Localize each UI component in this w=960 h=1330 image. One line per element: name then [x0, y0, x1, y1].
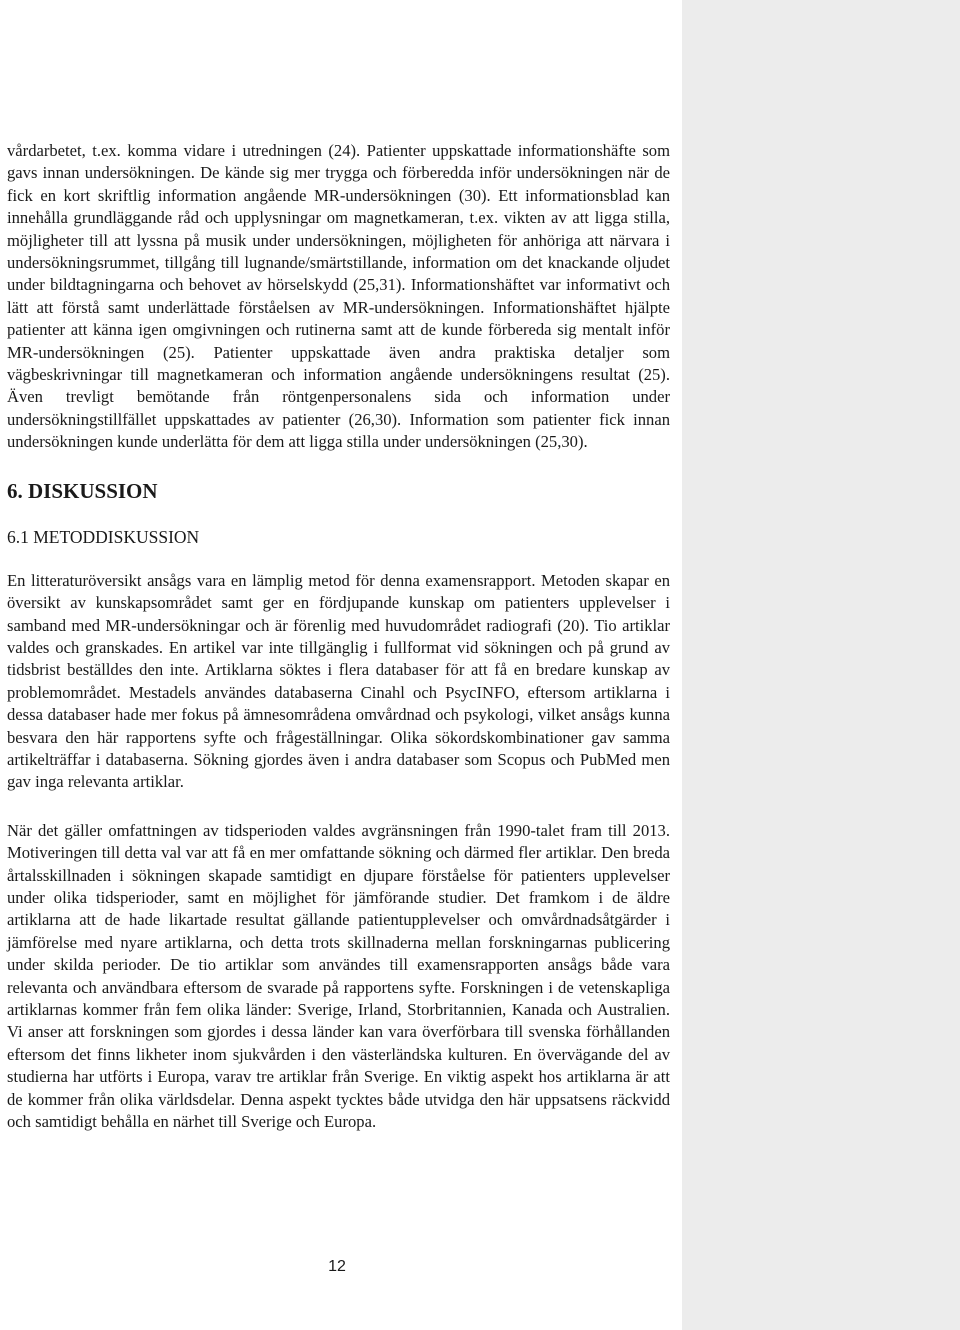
body-paragraph-3: När det gäller omfattningen av tidsperioden valdes avgränsningen från 1990-talet fram till 2013. Motiveringen till detta val var att få en mer omfattande sökning och därmed fler artiklar. Den breda årtalsskillnaden i sökningen skapade samtidigt en djupare förståelse för patienters upplevelser under olika tidsperioder, samt en möjlighet för jämförande studier. Det framkom i de äldre artiklarna att de hade likartade resultat gällande patientupplevelser och omvårdnadsåtgärder i jämförelse med nyare artiklarna, och detta trots skillnaderna mellan forskningarnas publicering under skilda perioder. De tio artiklar som användes till examensrapporten ansågs både vara relevanta och användbara eftersom de svarade på rapportens syfte. Forskningen i de vetenskapliga artiklarnas kommer från fem olika länder: Sverige, Irland, Storbritannien, Kanada och Australien. Vi anser att forskningen som gjordes i dessa länder kan vara överförbara till svenska förhållanden eftersom det finns likheter inom sjukvården i den västerländska kulturen. En övervägande del av studierna har utförts i Europa, varav tre artiklar från Sverige. En viktig aspekt hos artiklarna är att de kommer från olika världsdelar. Denna aspekt tycktes både utvidga den här uppsatsens räckvidd och samtidigt behålla en närhet till Sverige och Europa.	[7, 820, 670, 1132]
right-margin-panel	[682, 0, 960, 1330]
body-paragraph-2: En litteraturöversikt ansågs vara en lämplig metod för denna examensrapport. Metoden skapar en översikt av kunskapsområdet samt ger en fördjupande kunskap om patienters upplevelser i samband med MR-undersökningar och är förenlig med huvudområdet radiografi (20). Tio artiklar valdes och granskades. En artikel var inte tillgänglig i fullformat vid sökningen och på grund av tidsbrist beställdes den inte. Artiklarna söktes i flera databaser för att få en bredare kunskap av problemområdet. Mestadels användes databaserna Cinahl och PsycINFO, eftersom artiklarna i dessa databaser hade mer fokus på ämnesområdena omvårdnad och psykologi, vilket ansågs kunna besvara den här rapportens syfte och frågeställningar. Olika sökordskombinationer gav samma artikelträffar i databaserna. Sökning gjordes även i andra databaser som Scopus och PubMed men gav inga relevanta artiklar.	[7, 570, 670, 792]
subsection-heading: 6.1 METODDISKUSSION	[7, 526, 200, 547]
section-heading: 6. DISKUSSION	[7, 478, 158, 503]
page-number: 12	[328, 1258, 346, 1275]
body-paragraph-1: vårdarbetet, t.ex. komma vidare i utredningen (24). Patienter uppskattade informationshäfte som gavs innan undersökningen. De kände sig mer trygga och förberedda inför undersökningen när de fick en kort skriftlig information angående MR-undersökningen (30). Ett informationsblad kan innehålla grundläggande råd och upplysningar om magnetkameran, t.ex. vikten av att ligga stilla, möjligheter till att lyssna på musik under undersökningen, möjligheten för anhöriga att närvara i undersökningsrummet, tillgång till lugnande/smärtstillande, information om det knackande oljudet under bildtagningarna och behovet av hörselskydd (25,31). Informationshäftet var informativt och lätt att förstå samt underlättade förståelsen av MR-undersökningen. Informationshäftet hjälpte patienter att känna igen omgivningen och rutinerna samt att de kunde förbereda sig mentalt inför MR-undersökningen (25). Patienter uppskattade även andra praktiska detaljer som vägbeskrivningar till magnetkameran och information angående undersökningens resultat (25). Även trevligt bemötande från röntgenpersonalens sida och information under undersökningstillfället uppskattades av patienter (26,30). Information som patienter fick innan undersökningen kunde underlätta för dem att ligga stilla under undersökningen (25,30).	[7, 141, 670, 452]
document-page	[7, 140, 670, 1133]
